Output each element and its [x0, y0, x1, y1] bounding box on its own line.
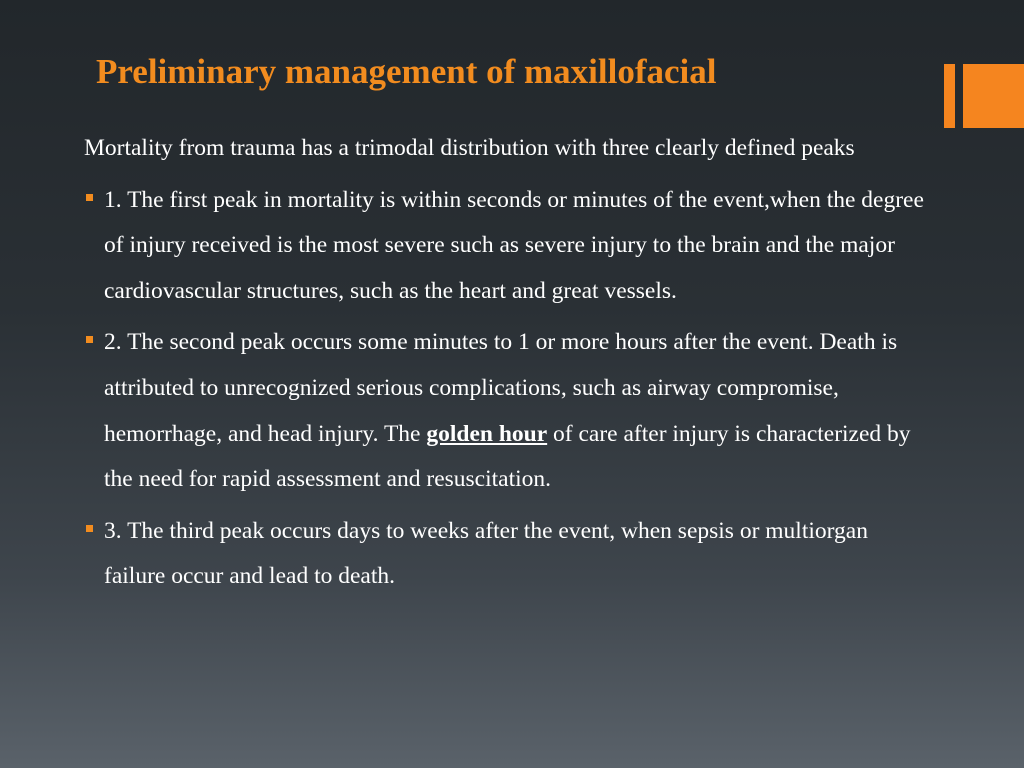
bullet-item-third-peak: [84, 509, 924, 600]
intro-paragraph: Mortality from trauma has a trimodal distribution with three clearly defined peaks: [84, 135, 855, 161]
bullet-item-first-peak: [84, 178, 924, 315]
orange-bar-wide-decoration: [963, 64, 1024, 128]
golden-hour-link[interactable]: golden hour: [426, 420, 548, 447]
bullet-list: [84, 178, 924, 600]
bullet-text-after: of care after injury is characterized by the need for rapid assessment and resuscitation.: [104, 420, 911, 493]
bullet-text: 3. The third peak occurs days to weeks after the event, when sepsis or multiorgan failure occur and lead to death.: [104, 517, 868, 590]
square-bullet-icon: [86, 194, 93, 201]
slide-title: Preliminary management of maxillofacial: [96, 52, 717, 91]
bullet-text-before: 2. The second peak occurs some minutes to 1 or more hours after the event. Death is attributed to unrecognized serious complications, such as airway compromise, hemorrhage, and head injury. The: [104, 329, 898, 447]
bullet-text: 1. The first peak in mortality is within seconds or minutes of the event,when the degree of injury received is the most severe such as severe injury to the brain and the major cardiovascular structures, such as the heart and great vessels.: [104, 186, 924, 304]
square-bullet-icon: [86, 525, 93, 532]
slide-content: [84, 126, 924, 600]
square-bullet-icon: [86, 336, 93, 343]
orange-bar-thin-decoration: [944, 64, 955, 128]
bullet-item-second-peak: [84, 320, 924, 502]
